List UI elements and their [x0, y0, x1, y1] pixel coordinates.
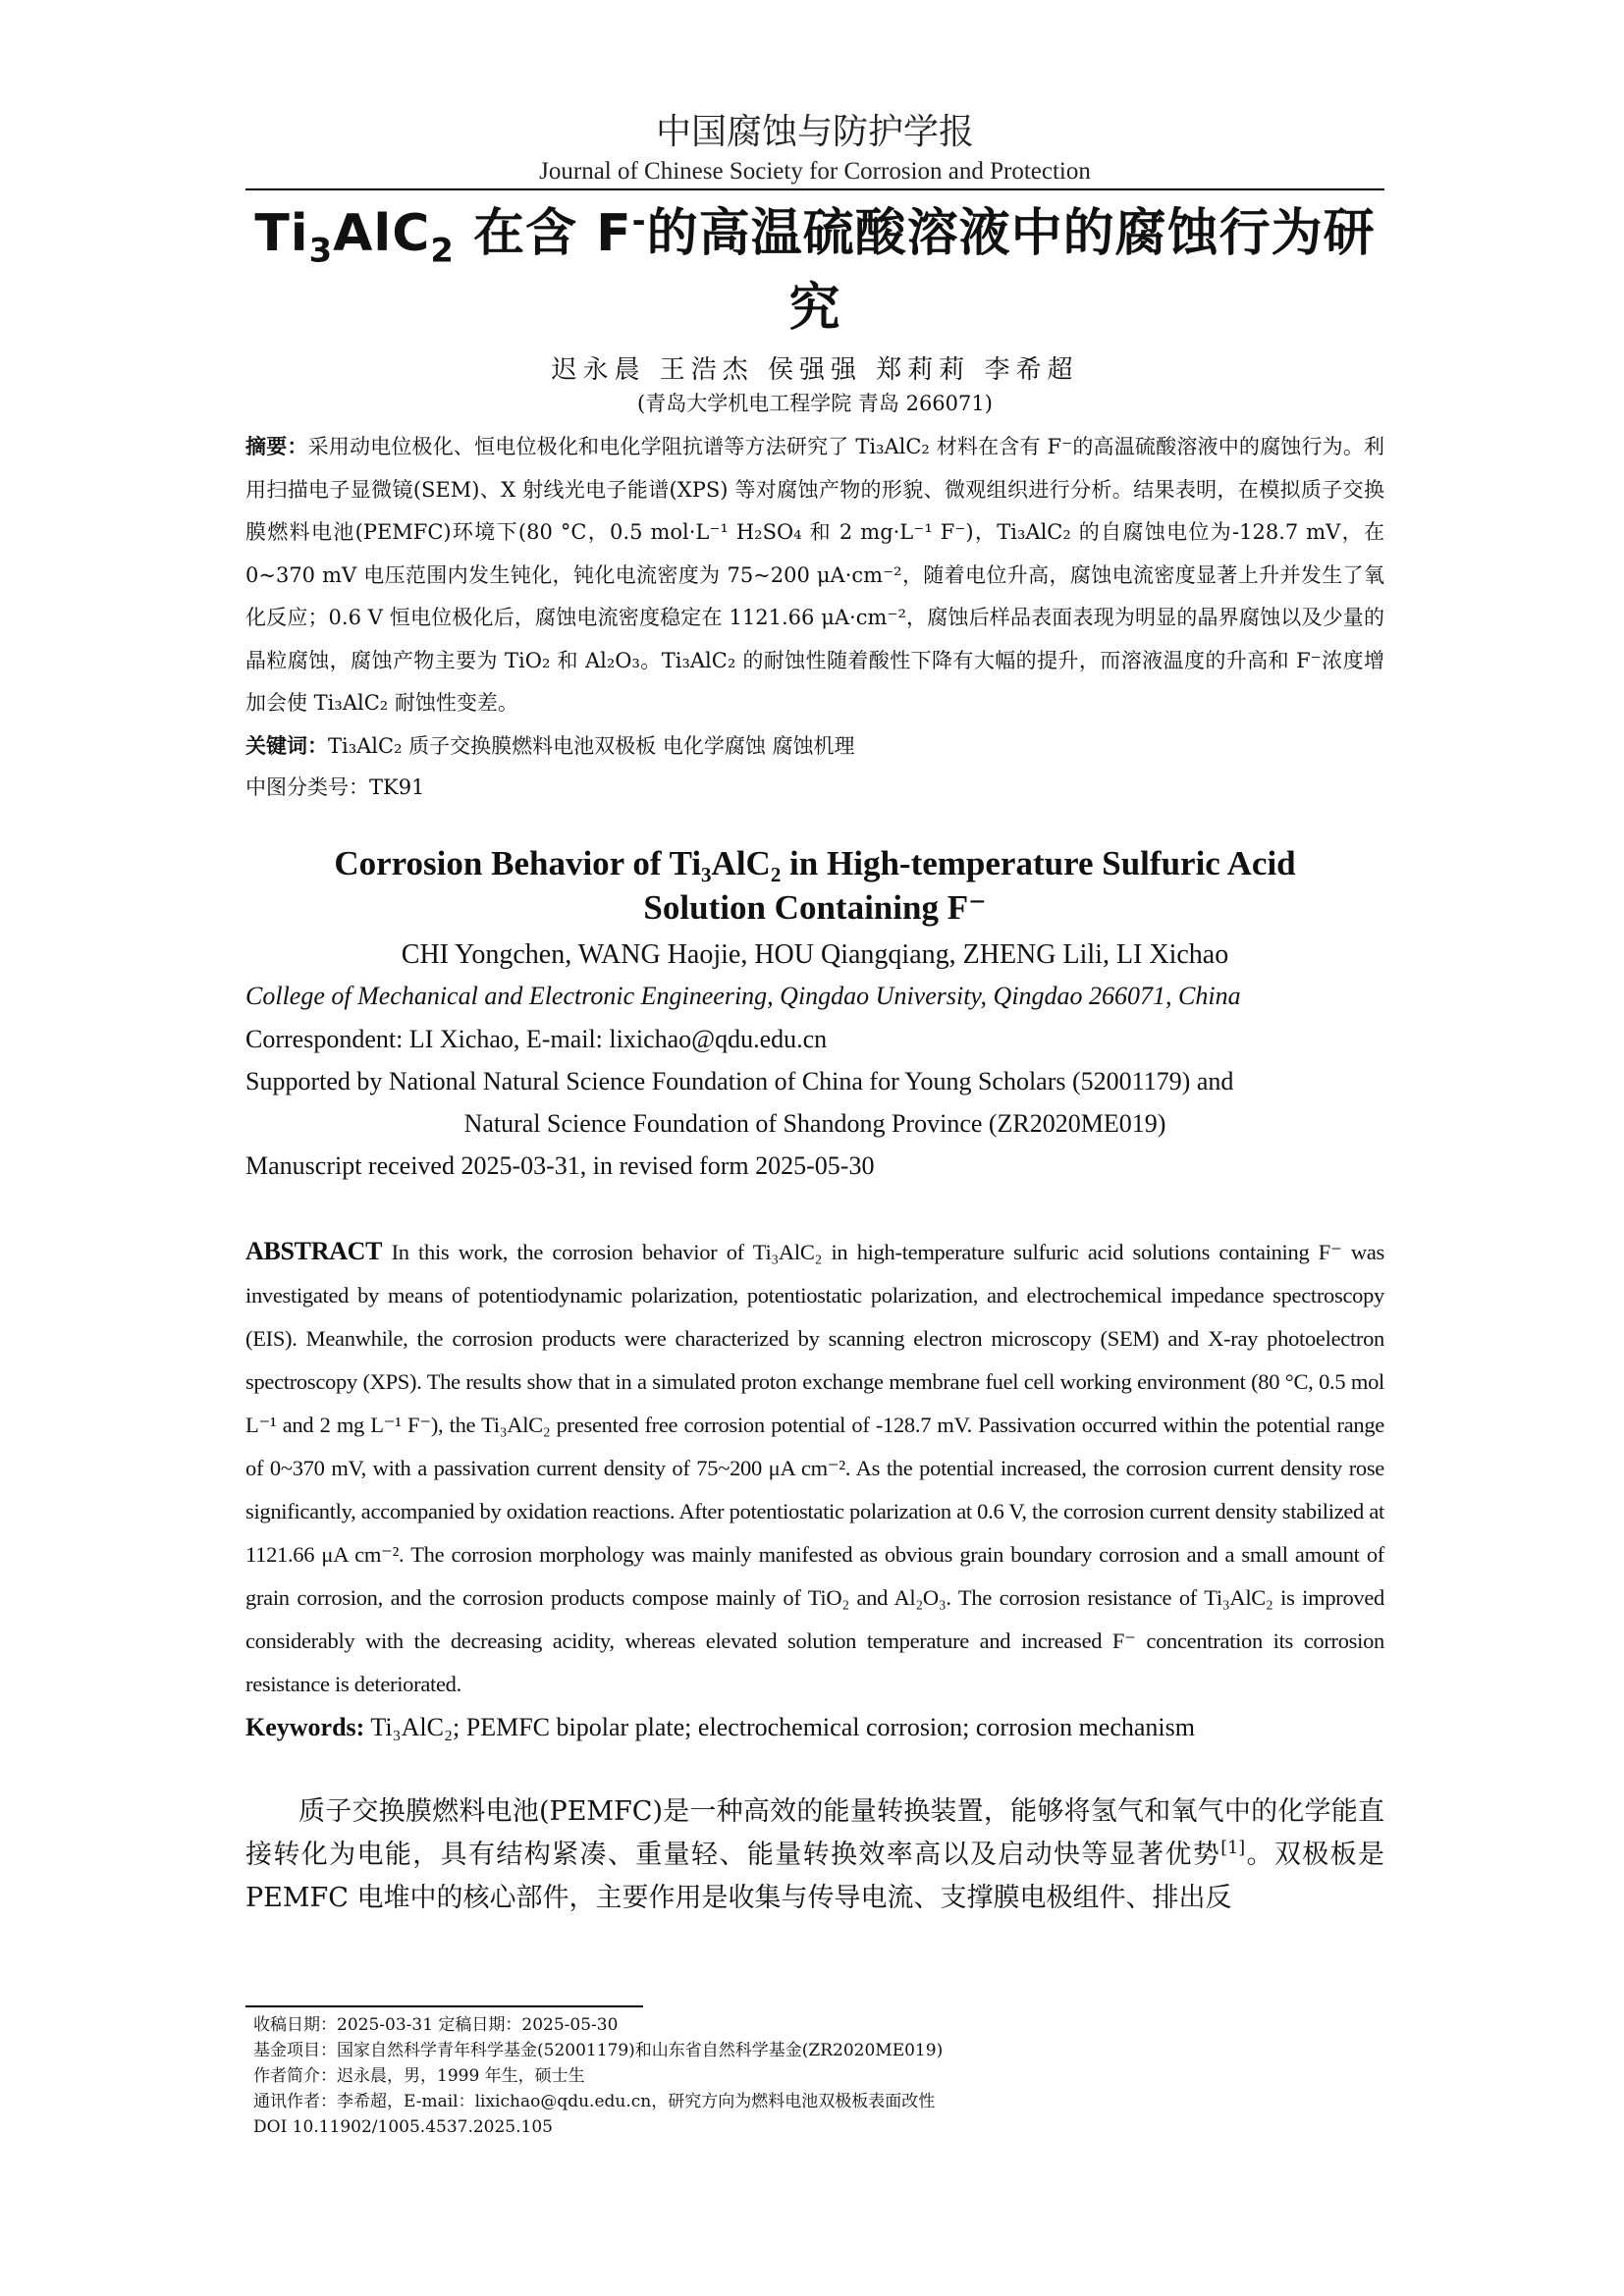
- paper-title-en: [245, 841, 1384, 930]
- abstract-cn: [245, 426, 1384, 725]
- journal-title-en: Journal of Chinese Society for Corrosion and Protection: [539, 158, 1091, 185]
- keywords-en-text: Ti₃AlC₂; PEMFC bipolar plate; electrochemical corrosion; corrosion mechanism: [370, 1712, 1195, 1741]
- affiliation-cn: (青岛大学机电工程学院 青岛 266071): [637, 392, 993, 415]
- footnote-fund: 基金项目：国家自然科学青年科学基金(52001179)和山东省自然科学基金(ZR2020ME019): [253, 2041, 944, 2060]
- paper-title-en-line1: Corrosion Behavior of Ti₃AlC₂ in High-temperature Sulfuric Acid: [334, 843, 1296, 882]
- header-rule: [245, 188, 1384, 190]
- supported-by-line2: Natural Science Foundation of Shandong Province (ZR2020ME019): [463, 1108, 1166, 1138]
- footnote-received: 收稿日期：2025-03-31 定稿日期：2025-05-30: [253, 2015, 619, 2035]
- keywords-cn-text: Ti₃AlC₂ 质子交换膜燃料电池双极板 电化学腐蚀 腐蚀机理: [328, 733, 855, 758]
- journal-title-cn: 中国腐蚀与防护学报: [655, 112, 974, 152]
- intro-paragraph: 质子交换膜燃料电池(PEMFC)是一种高效的能量转换装置，能够将氢气和氧气中的化学能直接转化为电能，具有结构紧凑、重量轻、能量转换效率高以及启动快等显著优势[1]。双极板是 PEMFC 电堆中的核心部件，主要作用是收集与传导电流、支撑膜电极组件、排出反: [245, 1795, 1385, 1913]
- clc-number: 中图分类号：TK91: [245, 774, 425, 799]
- correspondent: Correspondent: LI Xichao, E-mail: lixichao@qdu.edu.cn: [245, 1024, 828, 1053]
- footnote-doi: DOI 10.11902/1005.4537.2025.105: [253, 2117, 553, 2137]
- affiliation-en: College of Mechanical and Electronic Engineering, Qingdao University, Qingdao 266071, China: [245, 981, 1241, 1010]
- manuscript-dates: Manuscript received 2025-03-31, in revised form 2025-05-30: [245, 1150, 875, 1180]
- footnote-correspondence: 通讯作者：李希超，E-mail：lixichao@qdu.edu.cn，研究方向为燃料电池双极板表面改性: [253, 2092, 936, 2111]
- keywords-cn: [245, 725, 1384, 767]
- authors-cn: 迟永晨 王浩杰 侯强强 郑莉莉 李希超: [551, 355, 1079, 385]
- supported-by: [245, 1060, 1384, 1145]
- paper-title-cn: $Ti_3AlC_2$ 在含 F-的高温硫酸溶液中的腐蚀行为研究: [254, 201, 1376, 338]
- keywords-en: [245, 1706, 1384, 1749]
- abstract-en: [245, 1230, 1384, 1706]
- keywords-cn-label: 关键词：: [245, 733, 328, 758]
- footnote-rule: [245, 2005, 643, 2007]
- footnotes: [253, 2012, 1382, 2140]
- paper-title-en-line2: Solution Containing F⁻: [643, 887, 987, 927]
- abstract-en-label: ABSTRACT: [245, 1236, 383, 1265]
- abstract-cn-label: 摘要：: [245, 435, 308, 458]
- citation-ref[interactable]: [1]: [1220, 1838, 1246, 1858]
- paper-page: [245, 108, 1384, 1920]
- supported-by-line1: Supported by National Natural Science Foundation of China for Young Scholars (52001179) and: [245, 1066, 1234, 1095]
- keywords-en-label: Keywords:: [245, 1712, 365, 1741]
- authors-en: CHI Yongchen, WANG Haojie, HOU Qiangqiang, ZHENG Lili, LI Xichao: [401, 938, 1229, 970]
- abstract-en-text: In this work, the corrosion behavior of Ti₃AlC₂ in high-temperature sulfuric acid solutions containing F⁻ was investigated by means of potentiodynamic polarization, potentiostatic polarization, and electrochemical impedance spectroscopy (EIS). Meanwhile, the corrosion products were characterized by scanning electron microscopy (SEM) and X-ray photoelectron spectroscopy (XPS). The results show that in a simulated proton exchange membrane fuel cell working environment (80 °C, 0.5 mol L⁻¹ and 2 mg L⁻¹ F⁻), the Ti₃AlC₂ presented free corrosion potential of -128.7 mV. Passivation occurred within the potential range of 0~370 mV, with a passivation current density of 75~200 μA cm⁻². As the potential increased, the corrosion current density rose significantly, accompanied by oxidation reactions. After potentiostatic polarization at 0.6 V, the corrosion current density stabilized at 1121.66 μA cm⁻². The corrosion morphology was mainly manifested as obvious grain boundary corrosion and a small amount of grain corrosion, and the corrosion products compose mainly of TiO₂ and Al₂O₃. The corrosion resistance of Ti₃AlC₂ is improved considerably with the decreasing acidity, whereas elevated solution temperature and increased F⁻ concentration its corrosion resistance is deteriorated.: [245, 1239, 1384, 1696]
- abstract-cn-text: 采用动电位极化、恒电位极化和电化学阻抗谱等方法研究了 Ti₃AlC₂ 材料在含有 F⁻的高温硫酸溶液中的腐蚀行为。利用扫描电子显微镜(SEM)、X 射线光电子能谱(XPS) 等对腐蚀产物的形貌、微观组织进行分析。结果表明，在模拟质子交换膜燃料电池(PEMFC)环境下(80 °C，0.5 mol·L⁻¹ H₂SO₄ 和 2 mg·L⁻¹ F⁻)，Ti₃AlC₂ 的自腐蚀电位为-128.7 mV，在 0~370 mV 电压范围内发生钝化，钝化电流密度为 75~200 μA·cm⁻²，随着电位升高，腐蚀电流密度显著上升并发生了氧化反应；0.6 V 恒电位极化后，腐蚀电流密度稳定在 1121.66 μA·cm⁻²，腐蚀后样品表面表现为明显的晶界腐蚀以及少量的晶粒腐蚀，腐蚀产物主要为 TiO₂ 和 Al₂O₃。Ti₃AlC₂ 的耐蚀性随着酸性下降有大幅的提升，而溶液温度的升高和 F⁻浓度增加会使 Ti₃AlC₂ 耐蚀性变差。: [245, 435, 1385, 715]
- footnote-author: 作者简介：迟永晨，男，1999 年生，硕士生: [253, 2066, 585, 2086]
